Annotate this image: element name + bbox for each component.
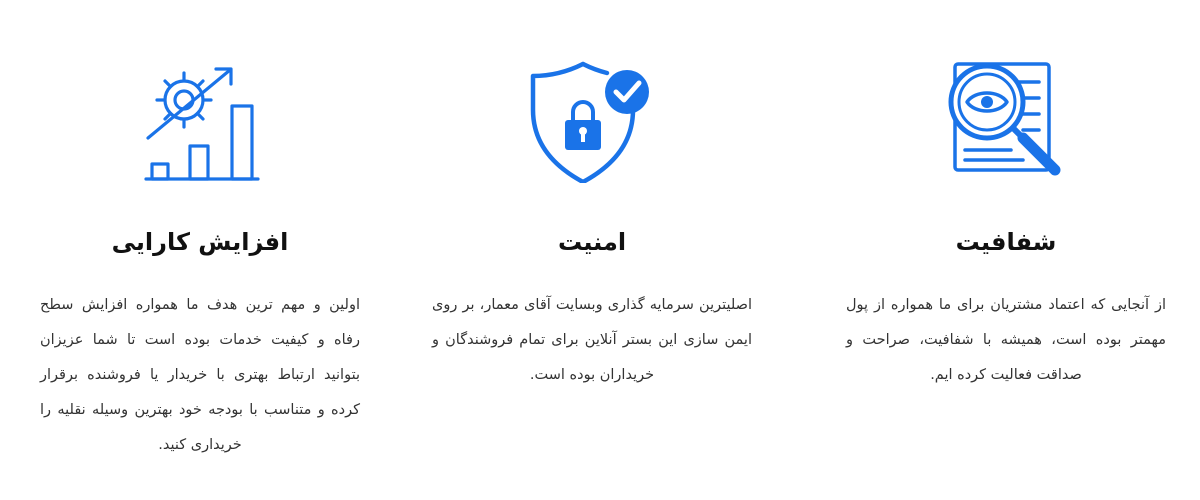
feature-transparency	[846, 0, 1166, 500]
feature-title: افزایش کارایی	[111, 228, 289, 256]
feature-description: اصلیترین سرمایه گذاری وبسایت آقای معمار، بر روی ایمن سازی این بستر آنلاین برای تمام فروشندگان و خریداران بوده است.	[432, 297, 752, 383]
document-magnifier-eye-icon	[846, 58, 1166, 188]
feature-title: امنیت	[557, 228, 627, 256]
feature-title: شفافیت	[955, 228, 1057, 256]
feature-security	[432, 0, 752, 500]
feature-description: از آنجایی که اعتماد مشتریان برای ما همواره از پول مهمتر بوده است، همیشه با شفافیت، صراحت و صداقت فعالیت کرده ایم.	[846, 297, 1166, 383]
feature-efficiency	[40, 0, 360, 500]
shield-lock-check-icon	[432, 58, 752, 188]
feature-description: اولین و مهم ترین هدف ما همواره افزایش سطح رفاه و کیفیت خدمات بوده است تا شما عزیزان بتوانید ارتباط بهتری با خریدار یا فروشنده برقرار کرده و متناسب با بودجه خود بهترین وسیله نقلیه را خریداری کنید.	[40, 297, 360, 453]
growth-chart-gear-icon	[40, 58, 360, 188]
